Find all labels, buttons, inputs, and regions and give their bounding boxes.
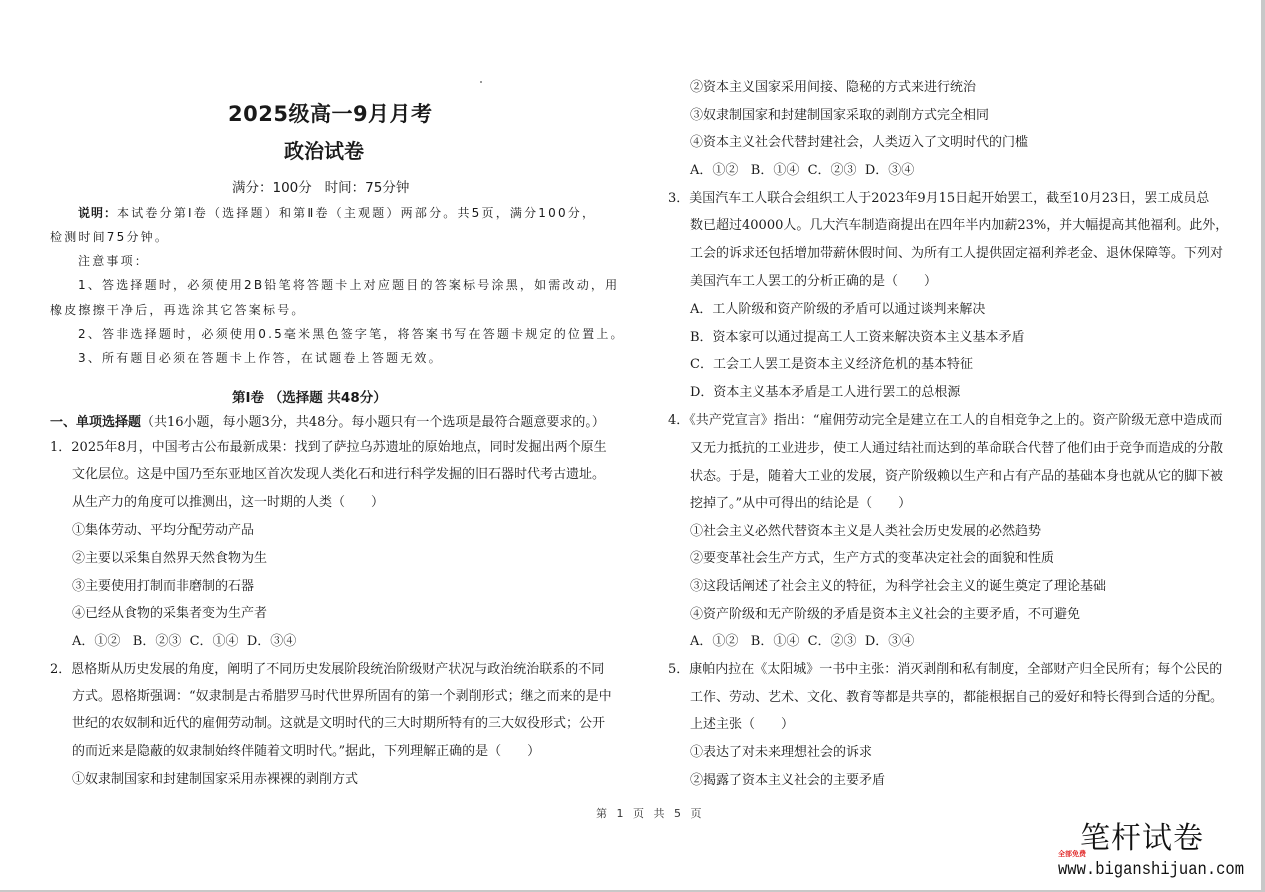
question-4-choices: A．①② B．①④ C．②③ D．③④: [690, 634, 915, 649]
score-time: 满分：100分 时间：75分钟: [232, 180, 410, 196]
question-5-line-3: 上述主张（ ）: [690, 717, 795, 732]
question-4-line-1: 4．《共产党宣言》指出：“雇佣劳动完全是建立在工人的自相竞争之上的。资产阶级无意中造成而: [668, 413, 1223, 428]
section1-heading: [50, 415, 605, 431]
question-2-statement-1: ①奴隶制国家和封建制国家采用赤裸裸的剥削方式: [72, 772, 359, 787]
question-1-statement-3: ③主要使用打制而非磨制的石器: [72, 579, 255, 594]
scan-speck: [480, 81, 482, 83]
question-4-line-3: 状态。于是，随着大工业的发展，资产阶级赖以生产和占有产品的基础本身也就从它的脚下被: [690, 469, 1224, 484]
question-3-line-1: 3．美国汽车工人联合会组织工人于2023年9月15日起开始罢工，截至10月23日，罢工成员总: [668, 191, 1210, 206]
question-3-line-3: 工会的诉求还包括增加带薪休假时间、为所有工人提供固定福利养老金、退休保障等。下列对: [690, 246, 1224, 261]
section1-desc: （共16小题，每小题3分，共48分。每小题只有一个选项是最符合题意要求的。）: [141, 415, 605, 430]
question-5-line-1: 5．康帕内拉在《太阳城》一书中主张：消灭剥削和私有制度，全部财产归全民所有；每个公民的: [668, 662, 1223, 677]
watermark-url: www.biganshijuan.com: [1058, 859, 1245, 880]
watermark-badge: 全部免费: [1058, 850, 1086, 858]
question-2-line-1: 2．恩格斯从历史发展的角度，阐明了不同历史发展阶段统治阶级财产状况与政治统治联系的不同: [50, 662, 605, 677]
question-3-option-d: D．资本主义基本矛盾是工人进行罢工的总根源: [690, 385, 961, 400]
exam-title: 2025级高一9月月考: [228, 102, 433, 126]
question-4-statement-2: ②要变革社会生产方式，生产方式的变革决定社会的面貌和性质: [690, 551, 1055, 566]
question-1-statement-2: ②主要以采集自然界天然食物为生: [72, 551, 268, 566]
instructions-line-1: 说明：本试卷分第Ⅰ卷（选择题）和第Ⅱ卷（主观题）两部分。共5页，满分100分，: [78, 206, 597, 220]
note-2: 2、答非选择题时，必须使用0.5毫米黑色签字笔，将答案书写在答题卡规定的位置上。: [78, 327, 625, 341]
note-1-cont: 橡皮擦擦干净后，再选涂其它答案标号。: [50, 303, 306, 317]
question-number: 3．: [668, 191, 690, 206]
question-4-line-4: 挖掉了。”从中可得出的结论是（ ）: [690, 496, 912, 511]
question-1-statement-4: ④已经从食物的采集者变为生产者: [72, 606, 268, 621]
question-1-line-3: 从生产力的角度可以推测出，这一时期的人类（ ）: [72, 495, 385, 510]
question-2-choices: A．①② B．①④ C．②③ D．③④: [690, 163, 915, 178]
question-2-statement-4: ④资本主义社会代替封建社会，人类迈入了文明时代的门槛: [690, 135, 1029, 150]
question-4-statement-1: ①社会主义必然代替资本主义是人类社会历史发展的必然趋势: [690, 524, 1042, 539]
question-5-statement-1: ①表达了对未来理想社会的诉求: [690, 745, 873, 760]
question-3-line-2: 数已超过40000人。几大汽车制造商提出在四年半内加薪23%，并大幅提高其他福利。此外，: [690, 218, 1229, 233]
question-2-line-3: 世纪的农奴制和近代的雇佣劳动制。这就是文明时代的三大时期所特有的三大奴役形式；公开: [72, 716, 606, 731]
instructions-label: 说明：: [78, 206, 118, 220]
question-1-line-2: 文化层位。这是中国乃至东亚地区首次发现人类化石和进行科学发掘的旧石器时代考古遗址。: [72, 467, 606, 482]
question-1-choices: A．①② B．②③ C．①④ D．③④: [72, 634, 297, 649]
question-2-statement-2: ②资本主义国家采用间接、隐秘的方式来进行统治: [690, 80, 977, 95]
question-4-line-2: 又无力抵抗的工业进步，使工人通过结社而达到的革命联合代替了他们由于竞争而造成的分散: [690, 441, 1224, 456]
question-4-statement-3: ③这段话阐述了社会主义的特征，为科学社会主义的诞生奠定了理论基础: [690, 579, 1107, 594]
section1-label: 一、单项选择题: [50, 415, 142, 430]
question-5-line-2: 工作、劳动、艺术、文化、教育等都是共享的，都能根据自己的爱好和特长得到合适的分配。: [690, 690, 1224, 705]
question-2-statement-3: ③奴隶制国家和封建制国家采取的剥削方式完全相同: [690, 108, 990, 123]
question-number: 5．: [668, 662, 690, 677]
watermark-logo: [1058, 822, 1258, 882]
question-3-line-4: 美国汽车工人罢工的分析正确的是（ ）: [690, 274, 938, 289]
note-1: 1、答选择题时，必须使用2B铅笔将答题卡上对应题目的答案标号涂黑，如需改动，用: [78, 278, 620, 292]
part1-heading: 第Ⅰ卷 （选择题 共48分）: [232, 390, 387, 406]
question-3-option-c: C．工会工人罢工是资本主义经济危机的基本特征: [690, 357, 973, 372]
question-number: 2．: [50, 662, 72, 677]
watermark-title: 笔杆试卷: [1080, 821, 1204, 856]
question-5-statement-2: ②揭露了资本主义社会的主要矛盾: [690, 773, 886, 788]
question-1-line-1: 1．2025年8月，中国考古公布最新成果：找到了萨拉乌苏遗址的原始地点，同时发掘出两个原生: [50, 440, 607, 455]
question-number: 1．: [50, 440, 72, 455]
exam-subtitle: 政治试卷: [284, 139, 364, 163]
question-3-option-a: A．工人阶级和资产阶级的矛盾可以通过谈判来解决: [690, 302, 986, 317]
instructions-line-2: 检测时间75分钟。: [50, 230, 170, 244]
question-2-line-4: 的而近来是隐蔽的奴隶制始终伴随着文明时代。”据此，下列理解正确的是（ ）: [72, 744, 541, 759]
question-2-line-2: 方式。恩格斯强调：“奴隶制是古希腊罗马时代世界所固有的第一个剥削形式；继之而来的是中: [72, 689, 612, 704]
note-3: 3、所有题目必须在答题卡上作答，在试题卷上答题无效。: [78, 351, 443, 365]
question-3-option-b: B．资本家可以通过提高工人工资来解决资本主义基本矛盾: [690, 330, 1025, 345]
page-number-footer: 第 1 页 共 5 页: [596, 807, 705, 820]
question-1-statement-1: ①集体劳动、平均分配劳动产品: [72, 523, 255, 538]
notes-heading: 注意事项：: [78, 254, 150, 268]
question-number: 4．: [668, 413, 690, 428]
question-4-statement-4: ④资产阶级和无产阶级的矛盾是资本主义社会的主要矛盾，不可避免: [690, 607, 1081, 622]
page-edge-right: [1261, 0, 1265, 892]
